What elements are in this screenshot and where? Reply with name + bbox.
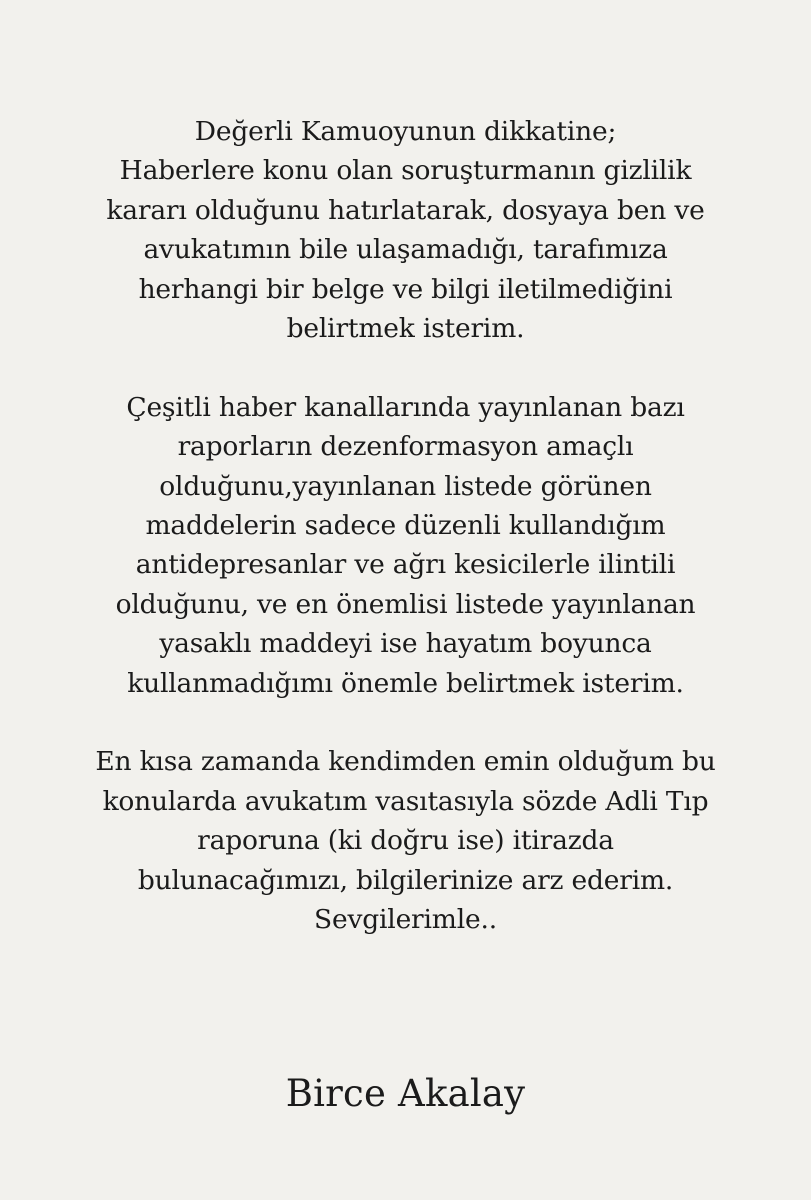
text-line: Değerli Kamuoyunun dikkatine; <box>194 116 617 147</box>
text-line: olduğunu,yayınlanan listede görünen <box>159 470 652 502</box>
text-line: herhangi bir belge ve bilgi iletilmediğini <box>138 273 673 305</box>
paragraph-spacer <box>0 348 811 387</box>
signature-name: Birce Akalay <box>285 1072 526 1115</box>
text-line: Haberlere konu olan soruşturmanın gizlilik <box>119 155 692 187</box>
paragraph-spacer <box>0 703 811 742</box>
text-line: kullanmadığımı önemle belirtmek isterim. <box>127 667 684 699</box>
text-line: raporuna (ki doğru ise) itirazda <box>197 825 614 857</box>
text-line: Sevgilerimle.. <box>314 904 497 936</box>
statement-text <box>0 112 811 940</box>
text-line: konularda avukatım vasıtasıyla sözde Adli Tıp <box>102 785 709 817</box>
text-line: maddelerin sadece düzenli kullandığım <box>145 510 666 542</box>
text-line: yasaklı maddeyi ise hayatım boyunca <box>159 628 652 660</box>
text-line: bulunacağımızı, bilgilerinize arz ederim. <box>137 864 674 896</box>
paragraph-closing <box>0 742 811 939</box>
text-line: olduğunu, ve en önemlisi listede yayınlanan <box>115 588 696 620</box>
text-line: avukatımın bile ulaşamadığı, tarafımıza <box>143 234 668 266</box>
text-line: Çeşitli haber kanallarında yayınlanan bazı <box>126 391 685 423</box>
paragraph-reports <box>0 388 811 703</box>
text-line: antidepresanlar ve ağrı kesicilerle ilintili <box>135 549 676 581</box>
text-line: belirtmek isterim. <box>286 313 525 345</box>
text-line: kararı olduğunu hatırlatarak, dosyaya ben ve <box>106 194 705 226</box>
text-line: En kısa zamanda kendimden emin olduğum bu <box>95 746 716 778</box>
paragraph-intro <box>0 112 811 348</box>
text-line: raporların dezenformasyon amaçlı <box>177 431 634 463</box>
